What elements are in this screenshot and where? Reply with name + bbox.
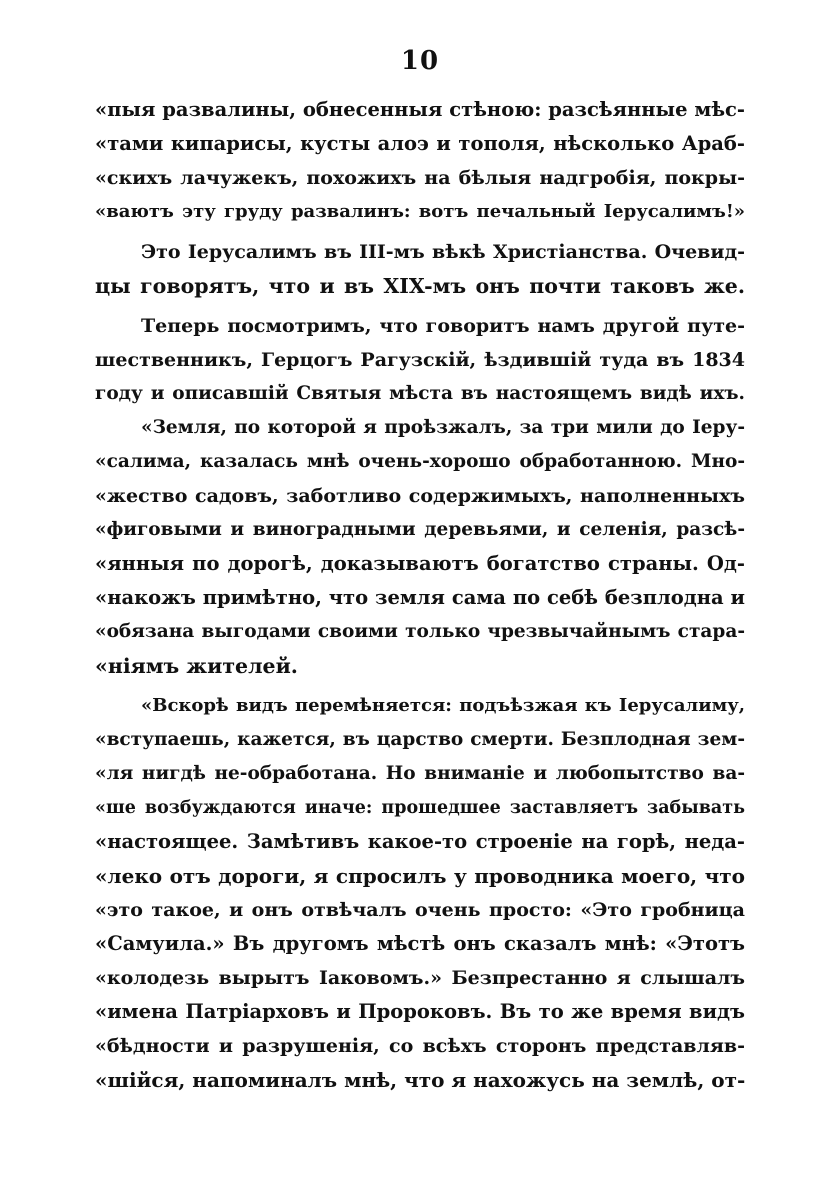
text-line: «пыя развалины, обнесенныя стѣною: разсѣянные мѣс- [95,98,745,121]
text-line: «бѣдности и разрушенія, со всѣхъ сторонъ представляв- [95,1035,745,1057]
text-line: «ваютъ эту груду развалинъ: вотъ печальный Іерусалимъ!» [95,201,745,222]
text-line: «накожъ примѣтно, что земля сама по себѣ безплодна и [95,586,745,609]
text-line: «вступаешь, кажется, въ царство смерти. Безплодная зем- [95,729,745,750]
body-text [95,93,745,1097]
text-line: «это такое, и онъ отвѣчалъ очень просто: «Это гробница [95,899,745,921]
text-line: «имена Патріарховъ и Пророковъ. Въ то же время видъ [95,1000,745,1023]
text-line: «колодезь вырытъ Іаковомъ.» Безпрестанно я слышалъ [95,967,745,989]
text-line: «тами кипарисы, кусты алоэ и тополя, нѣсколько Араб- [95,132,745,155]
text-line: «леко отъ дороги, я спросилъ у проводника моего, что [95,864,745,888]
text-line: «Самуила.» Въ другомъ мѣстѣ онъ сказалъ мнѣ: «Этотъ [95,932,745,955]
text-line: Это Іерусалимъ въ III-мъ вѣкѣ Христіанства. Очевид- [141,241,745,263]
text-line: Теперь посмотримъ, что говоритъ намъ другой путе- [141,315,745,337]
text-line: году и описавшій Святыя мѣста въ настоящемъ видѣ ихъ. [95,383,745,404]
text-line: «скихъ лачужекъ, похожихъ на бѣлыя надгробія, покры- [95,167,745,189]
text-line: «ніямъ жителей. [95,654,298,678]
text-line: «ше возбуждаются иначе: прошедшее заставляетъ забывать [95,798,745,818]
text-line: шественникъ, Герцогъ Рагузскій, ѣздившій туда въ 1834 [95,349,745,371]
text-line: «шійся, напоминалъ мнѣ, что я нахожусь на землѣ, от- [95,1068,745,1092]
text-line: «Земля, по которой я проѣзжалъ, за три мили до Іеру- [141,417,745,438]
text-line: «ля нигдѣ не-обработана. Но вниманіе и любопытство ва- [95,763,745,784]
page-number: 10 [400,46,440,76]
text-line: цы говорятъ, что и въ XIX-мъ онъ почти таковъ же. [95,274,745,298]
text-line: «янныя по дорогѣ, доказываютъ богатство страны. Од- [95,552,745,575]
text-line: «Вскорѣ видъ перемѣняется: подъѣзжая къ Іерусалиму, [141,695,745,716]
text-line: «обязана выгодами своими только чрезвычайнымъ стара- [95,621,745,642]
text-line: «настоящее. Замѣтивъ какое-то строеніе на горѣ, неда- [95,830,745,853]
text-line: «жество садовъ, заботливо содержимыхъ, наполненныхъ [95,485,745,507]
text-line: «салима, казалась мнѣ очень-хорошо обработанною. Мно- [95,451,745,472]
text-line: «фиговыми и виноградными деревьями, и селенія, разсѣ- [95,519,745,540]
